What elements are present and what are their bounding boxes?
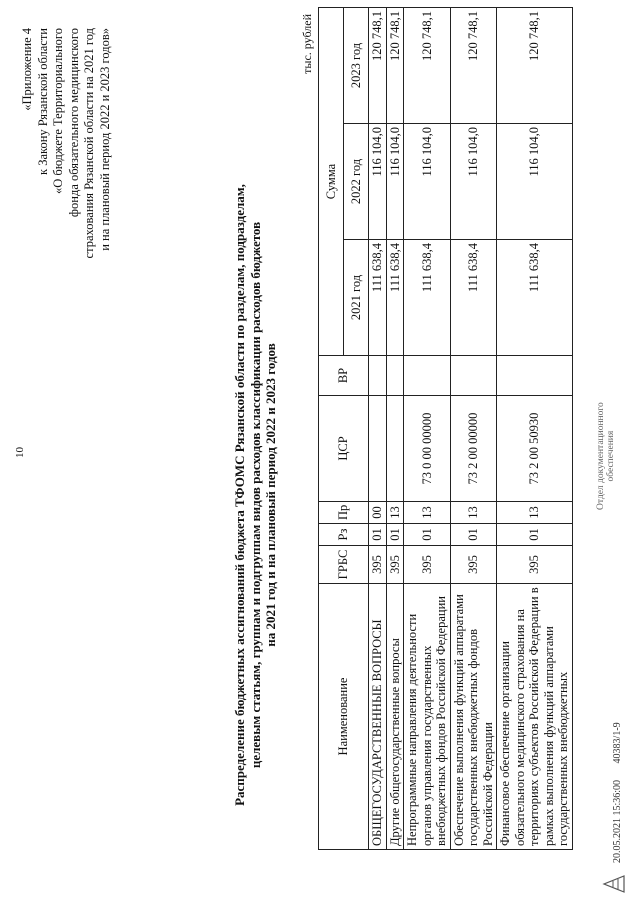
- units-label: тыс. рублей: [300, 14, 314, 74]
- cell-name: Обеспечение выполнения функций аппаратами государственных внебюджетных фондов Российской Федерации: [450, 584, 497, 850]
- header-pr: Пр: [319, 502, 369, 524]
- title-line: целевым статьям, группам и подгруппам видов расходов классификации расходов бюджетов: [247, 221, 263, 769]
- cell-csr: [386, 396, 404, 502]
- table-header-row: [319, 7, 344, 849]
- table-row: [386, 7, 404, 849]
- cell-vr: [386, 356, 404, 396]
- cell-2022: 116 104,0: [497, 124, 573, 240]
- cell-2022: 116 104,0: [404, 124, 451, 240]
- header-2022: 2022 год: [344, 124, 369, 240]
- cell-2021: 111 638,4: [369, 240, 387, 356]
- cell-name: ОБЩЕГОСУДАРСТВЕННЫЕ ВОПРОСЫ: [369, 584, 387, 850]
- cell-pr: 13: [404, 502, 451, 524]
- header-name: Наименование: [319, 584, 369, 850]
- cell-rz: 01: [386, 524, 404, 546]
- cell-grbs: 395: [369, 546, 387, 584]
- cell-vr: [369, 356, 387, 396]
- cell-2021: 111 638,4: [450, 240, 497, 356]
- title-line: Распределение бюджетных ассигнований бюджета ТФОМС Рязанской области по разделам, подразделам,: [232, 184, 247, 806]
- cell-rz: 01: [369, 524, 387, 546]
- cell-pr: 00: [369, 502, 387, 524]
- cell-csr: 73 0 00 00000: [404, 396, 451, 502]
- cell-2023: 120 748,1: [450, 7, 497, 123]
- cell-pr: 13: [450, 502, 497, 524]
- cell-2023: 120 748,1: [369, 7, 387, 123]
- cell-name: Непрограммные направления деятельности органов управления государственных внебюджетных фондов Российской Федерации: [404, 584, 451, 850]
- appendix-line: «Приложение 4: [20, 28, 34, 111]
- page-number: 10: [14, 447, 26, 458]
- stamp-line: Отдел документационного: [596, 402, 606, 510]
- cell-2023: 120 748,1: [386, 7, 404, 123]
- table-row: [497, 7, 573, 849]
- department-stamp: [596, 402, 616, 510]
- header-grbs: ГРБС: [319, 546, 369, 584]
- cell-rz: 01: [450, 524, 497, 546]
- cell-2022: 116 104,0: [386, 124, 404, 240]
- appendix-line: к Закону Рязанской области: [35, 28, 50, 175]
- cell-grbs: 395: [404, 546, 451, 584]
- stamp-line: обеспечения: [606, 430, 616, 482]
- header-rz: Рз: [319, 524, 369, 546]
- cell-rz: 01: [404, 524, 451, 546]
- cell-2023: 120 748,1: [404, 7, 451, 123]
- header-csr: ЦСР: [319, 396, 369, 502]
- cell-2022: 116 104,0: [450, 124, 497, 240]
- cell-name: Финансовое обеспечение организации обязательного медицинского страхования на территориях субъектов Российской Федерации в рамках выполнения функций аппаратами государственных внебюджетных: [497, 584, 573, 850]
- cell-csr: 73 2 00 50930: [497, 396, 573, 502]
- budget-table: [318, 7, 573, 850]
- appendix-header: [20, 28, 113, 388]
- cell-csr: [369, 396, 387, 502]
- cell-grbs: 395: [497, 546, 573, 584]
- appendix-line: и на плановый период 2022 и 2023 годов»: [97, 28, 112, 251]
- footer: [612, 708, 623, 863]
- header-vr: ВР: [319, 356, 369, 396]
- header-2023: 2023 год: [344, 7, 369, 123]
- header-2021: 2021 год: [344, 240, 369, 356]
- cell-grbs: 395: [450, 546, 497, 584]
- stamp-logo-icon: [600, 873, 626, 895]
- table-row: [450, 7, 497, 849]
- appendix-line: страхования Рязанской области на 2021 год: [82, 28, 96, 259]
- table-row: [369, 7, 387, 849]
- cell-2021: 111 638,4: [386, 240, 404, 356]
- cell-vr: [404, 356, 451, 396]
- table-row: [404, 7, 451, 849]
- cell-vr: [450, 356, 497, 396]
- cell-2022: 116 104,0: [369, 124, 387, 240]
- cell-rz: 01: [497, 524, 573, 546]
- document-title: [232, 155, 279, 835]
- footer-timestamp: 20.05.2021 15:36:00: [612, 779, 623, 863]
- title-line: на 2021 год и на плановый период 2022 и 2023 годов: [263, 343, 278, 647]
- cell-pr: 13: [497, 502, 573, 524]
- cell-csr: 73 2 00 00000: [450, 396, 497, 502]
- cell-grbs: 395: [386, 546, 404, 584]
- footer-doc-number: 40383/1-9: [612, 722, 623, 764]
- cell-pr: 13: [386, 502, 404, 524]
- cell-2021: 111 638,4: [497, 240, 573, 356]
- appendix-line: «О бюджете Территориального: [51, 28, 65, 194]
- header-sum: Сумма: [319, 7, 344, 355]
- cell-name: Другие общегосударственные вопросы: [386, 584, 404, 850]
- cell-2023: 120 748,1: [497, 7, 573, 123]
- cell-vr: [497, 356, 573, 396]
- appendix-line: фонда обязательного медицинского: [66, 28, 81, 218]
- cell-2021: 111 638,4: [404, 240, 451, 356]
